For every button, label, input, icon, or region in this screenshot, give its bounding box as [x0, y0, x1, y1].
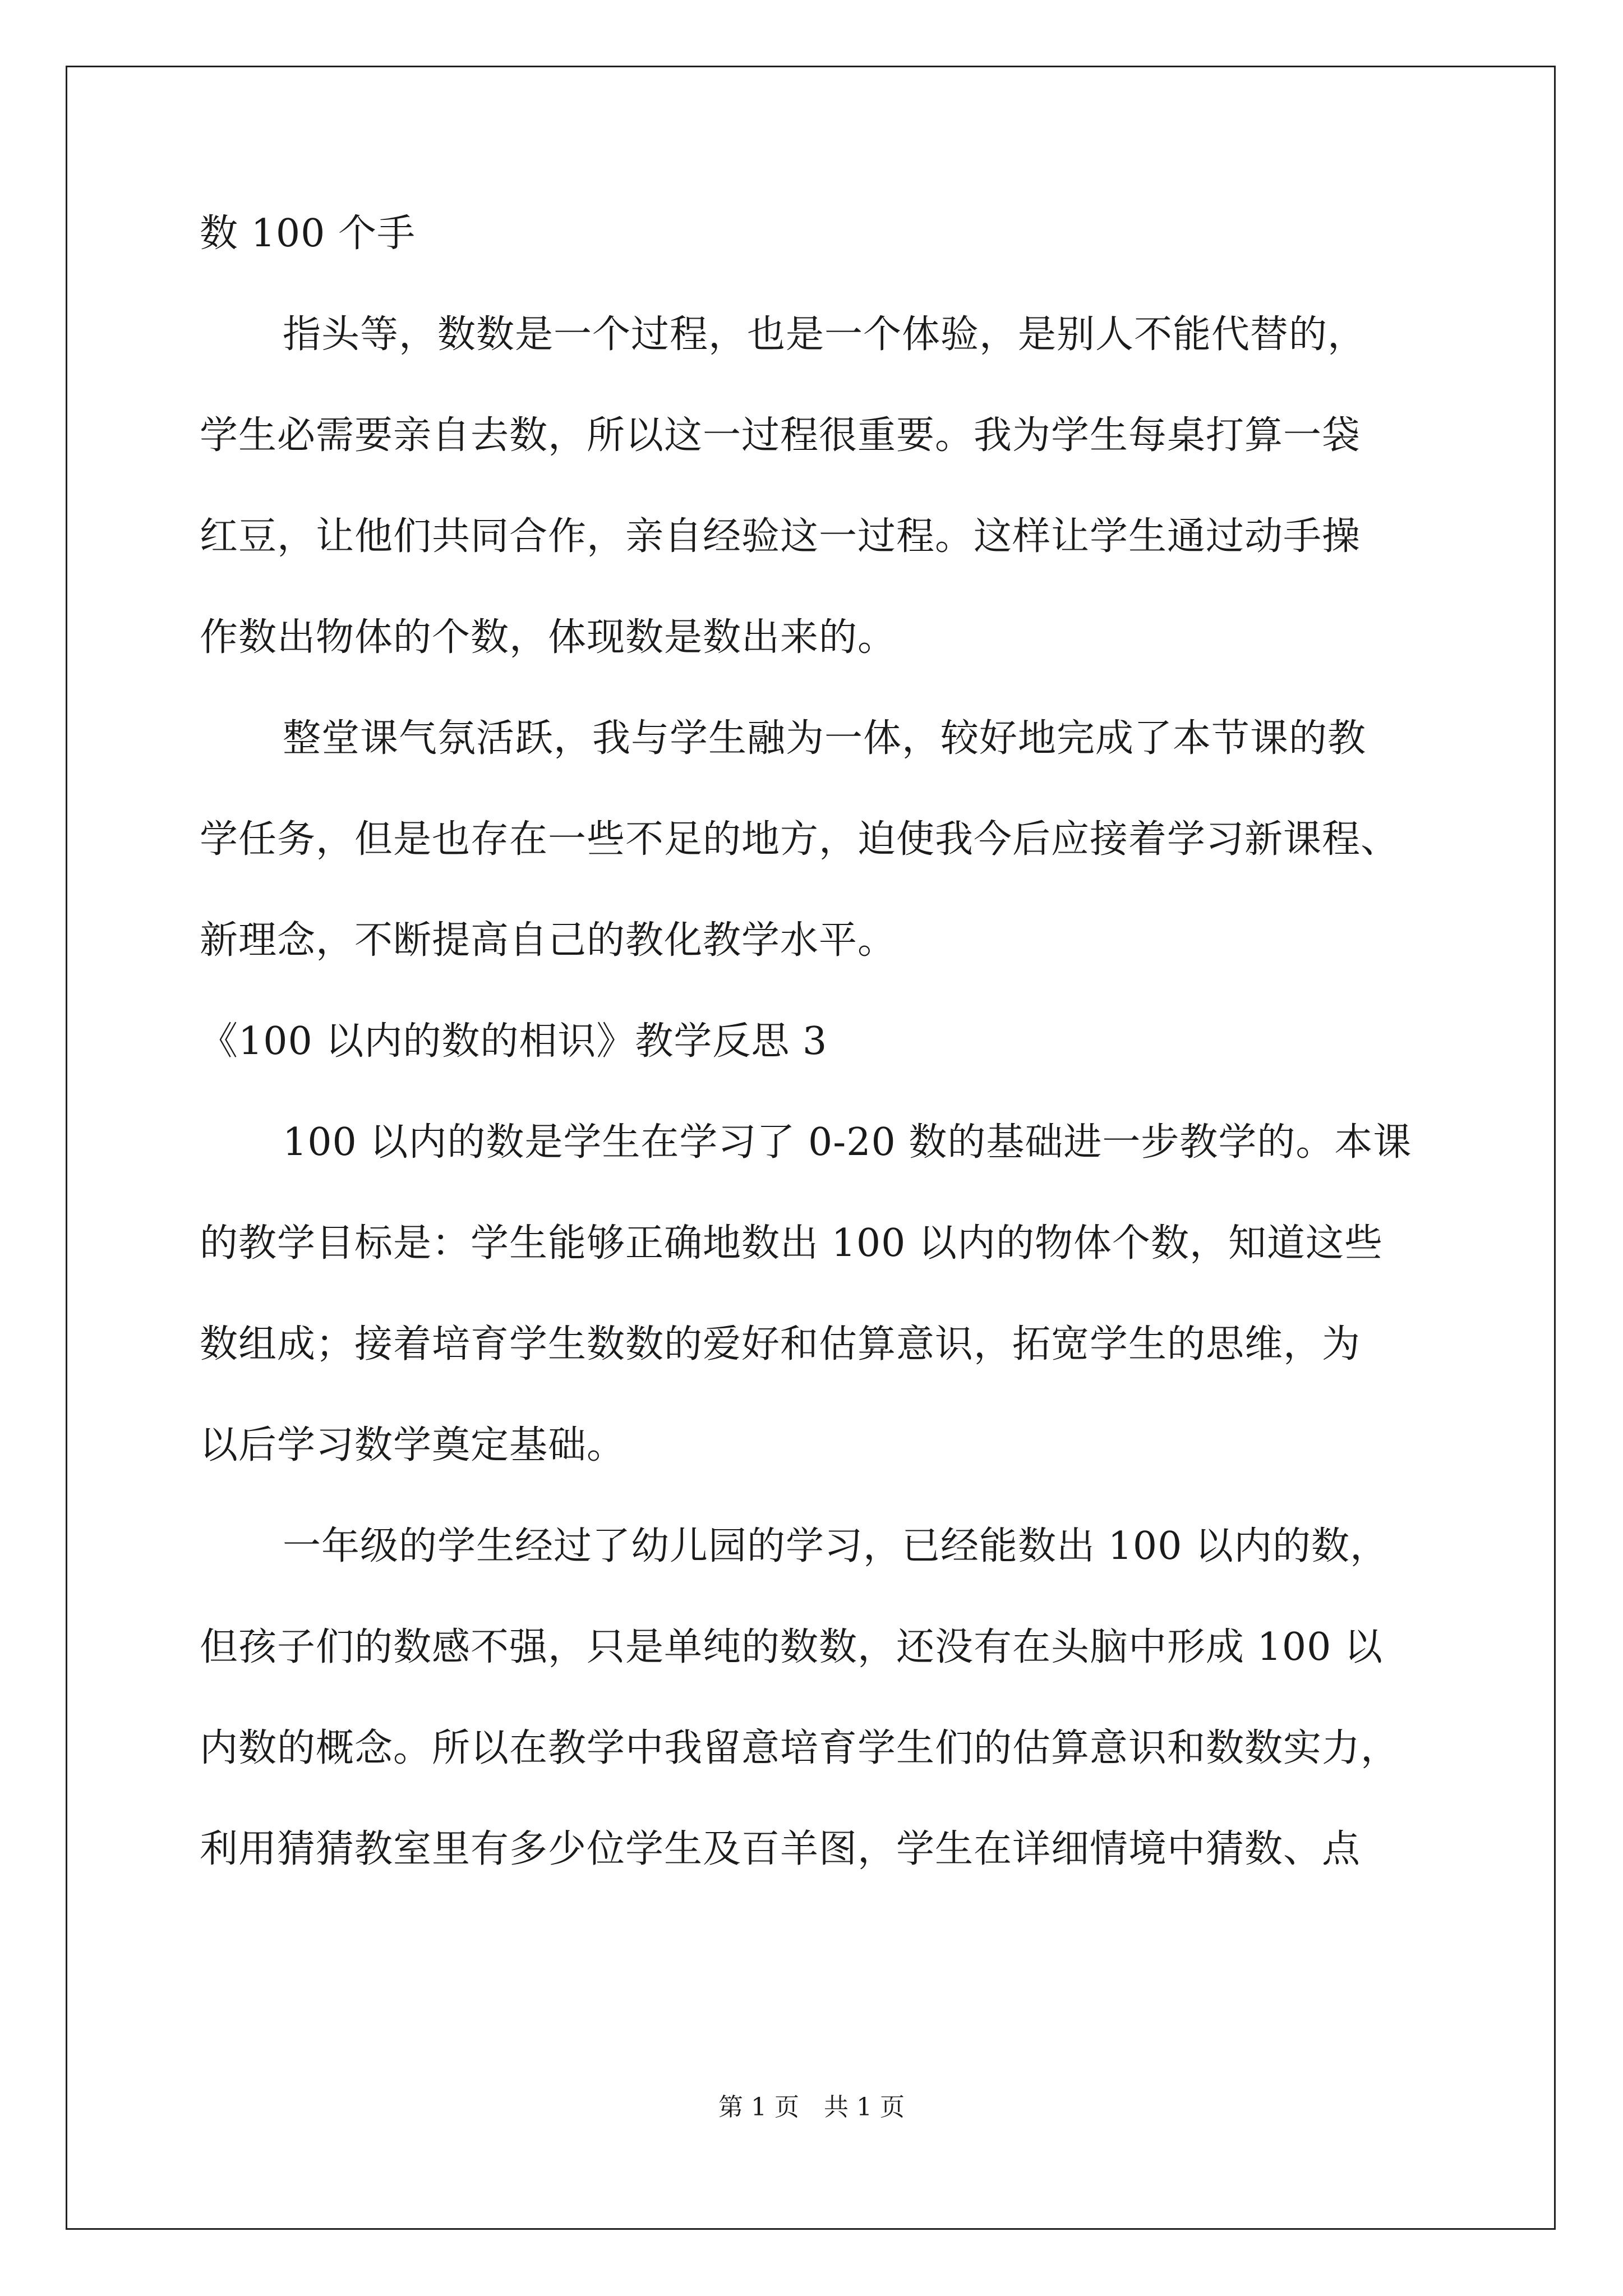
text-line: 但孩子们的数感不强，只是单纯的数数，还没有在头脑中形成 100 以 [200, 1625, 1384, 1669]
text-line: 数 100 个手 [200, 211, 416, 256]
text-line: 100 以内的数是学生在学习了 0-20 数的基础进一步教学的。本课 [283, 1120, 1412, 1165]
text-line: 指头等，数数是一个过程，也是一个体验，是别人不能代替的， [283, 312, 1367, 357]
document-body [200, 209, 1422, 1925]
text-line: 利用猜猜教室里有多少位学生及百羊图，学生在详细情境中猜数、点 [200, 1827, 1361, 1871]
text-line: 的教学目标是：学生能够正确地数出 100 以内的物体个数，知道这些 [200, 1221, 1384, 1266]
text-line: 内数的概念。所以在教学中我留意培育学生们的估算意识和数数实力， [200, 1726, 1400, 1770]
text-line: 学生必需要亲自去数，所以这一过程很重要。我为学生每桌打算一袋 [200, 413, 1361, 458]
text-line: 新理念，不断提高自己的教化教学水平。 [200, 918, 897, 963]
text-line: 整堂课气氛活跃，我与学生融为一体，较好地完成了本节课的教 [283, 716, 1367, 761]
page-footer: 第 1 页 共 1 页 [718, 2093, 905, 2122]
section-heading: 《100 以内的数的相识》教学反思 3 [200, 1019, 828, 1064]
text-line: 学任务，但是也存在一些不足的地方，迫使我今后应接着学习新课程、 [200, 817, 1400, 862]
text-line: 作数出物体的个数，体现数是数出来的。 [200, 615, 897, 660]
text-line: 以后学习数学奠定基础。 [200, 1423, 626, 1467]
text-line: 数组成；接着培育学生数数的爱好和估算意识，拓宽学生的思维，为 [200, 1322, 1361, 1366]
text-line: 红豆，让他们共同合作，亲自经验这一过程。这样让学生通过动手操 [200, 514, 1361, 559]
text-line: 一年级的学生经过了幼儿园的学习，已经能数出 100 以内的数， [283, 1524, 1389, 1568]
